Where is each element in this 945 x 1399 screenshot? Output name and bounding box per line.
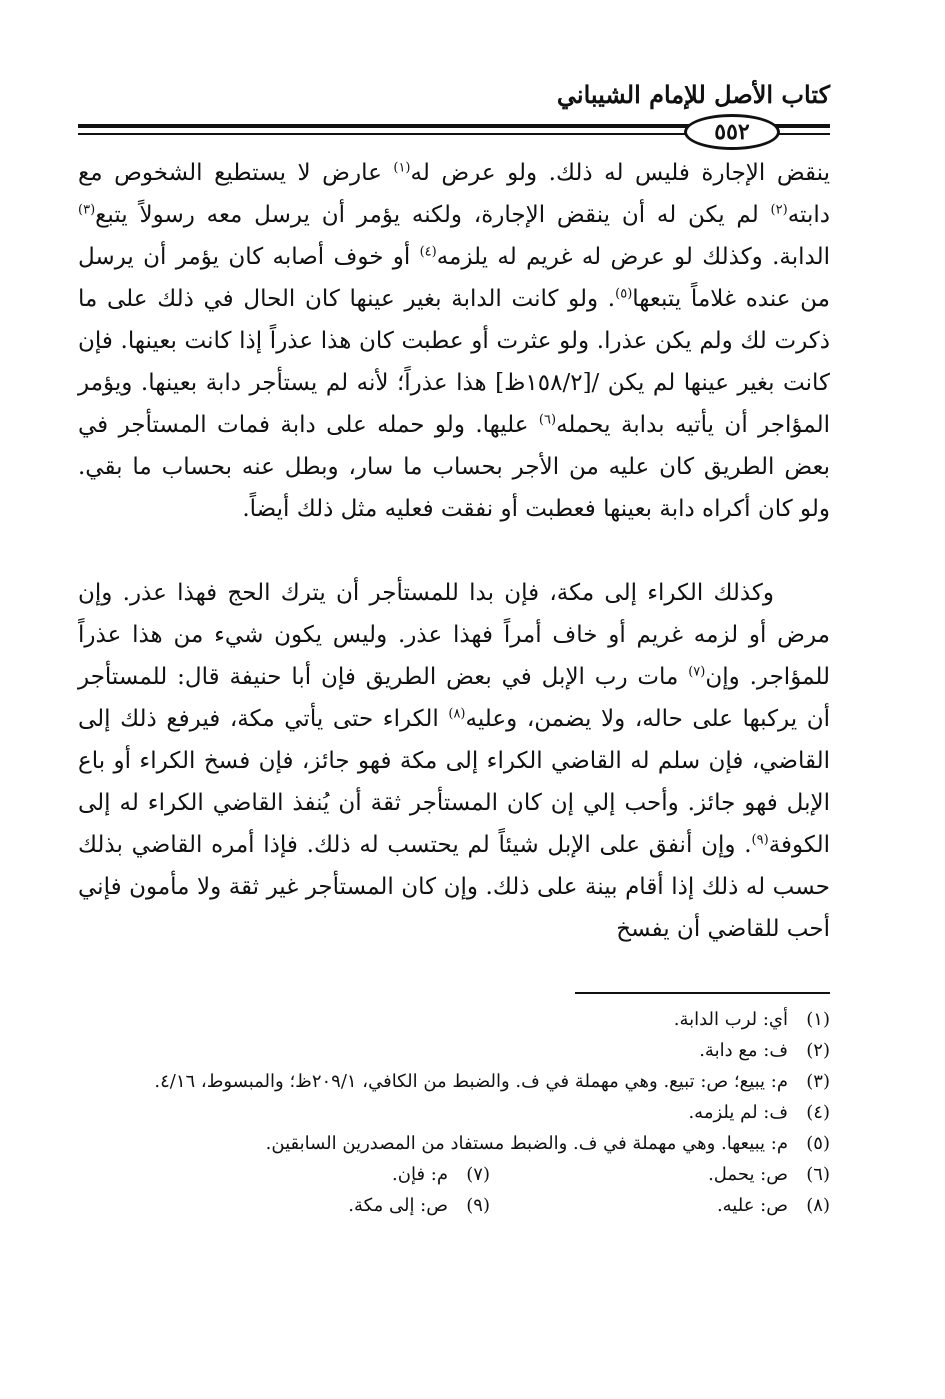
footnote-number: (١) (806, 1009, 830, 1030)
footnotes (78, 1004, 830, 1221)
text-span: الدابة. وكذلك لو عرض له غريم له يلزمه (436, 244, 830, 270)
text-span: ينقض الإجارة فليس له ذلك. ولو عرض له (410, 160, 830, 186)
footnote-number: (٤) (806, 1102, 830, 1123)
footnote-item (490, 1190, 830, 1221)
footnote-ref-3: (٣) (78, 202, 96, 218)
footnote-row (78, 1159, 830, 1190)
footnote-item (78, 1066, 830, 1097)
footnote-item (150, 1159, 490, 1190)
footnote-text: ص: يحمل. (708, 1164, 788, 1185)
footnote-number: (٧) (466, 1164, 490, 1185)
text-span: . وإن أنفق على الإبل شيئاً لم يحتسب له ذلك. فإذا أمره القاضي بذلك حسب له ذلك إذا أقام بينة على ذلك. وإن كان المستأجر غير ثقة ولا مأمون فإني أحب للقاضي أن يفسخ (78, 832, 830, 942)
footnote-item (78, 1035, 830, 1066)
footnote-text: م: يبيع؛ ص: تبيع. وهي مهملة في ف. والضبط من الكافي، ٢٠٩/١ظ؛ والمبسوط، ٤/١٦. (154, 1071, 788, 1092)
footnote-number: (٥) (806, 1133, 830, 1154)
footnote-item (78, 1004, 830, 1035)
book-page (78, 60, 830, 1221)
footnote-ref-2: (٢) (770, 202, 788, 218)
footnote-ref-9: (٩) (751, 832, 769, 848)
page-number: ٥٥٢ (684, 114, 780, 150)
footnote-number: (٨) (806, 1195, 830, 1216)
footnote-separator (575, 992, 830, 994)
footnote-row (78, 1190, 830, 1221)
footnote-text: م: يبيعها. وهي مهملة في ف. والضبط مستفاد من المصدرين السابقين. (265, 1133, 788, 1154)
body-paragraph-2 (78, 572, 830, 950)
footnote-item (78, 1097, 830, 1128)
footnote-ref-4: (٤) (419, 244, 437, 260)
body-paragraph-1 (78, 152, 830, 530)
footnote-text: ص: إلى مكة. (348, 1195, 448, 1216)
footnote-number: (٣) (806, 1071, 830, 1092)
footnote-item (490, 1159, 830, 1190)
text-span: . ولو كانت الدابة بغير عينها كان الحال في ذلك على ما ذكرت لك ولم يكن عذرا. ولو عثرت أو عطبت كان هذا عذراً إذا كانت بعينها. فإن كانت بغير عينها لم يكن /[١٥٨/٢ظ] هذا عذراً؛ لأنه لم يستأجر دابة بعينها. ويؤمر المؤاجر أن يأتيه بدابة يحمله (78, 286, 830, 438)
footnote-item (150, 1190, 490, 1221)
footnote-number: (٦) (806, 1164, 830, 1185)
footnote-text: ف: لم يلزمه. (688, 1102, 788, 1123)
footnote-ref-7: (٧) (688, 664, 706, 680)
footnote-text: ف: مع دابة. (699, 1040, 788, 1061)
text-span: أو خوف أصابه كان يؤمر أن يرسل من عنده غلاماً يتبعها (78, 244, 830, 312)
footnote-ref-8: (٨) (448, 706, 466, 722)
footnote-text: أي: لرب الدابة. (673, 1009, 788, 1030)
footnote-number: (٢) (806, 1040, 830, 1061)
footnote-number: (٩) (466, 1195, 490, 1216)
footnote-text: م: فإن. (392, 1164, 448, 1185)
footnote-ref-5: (٥) (615, 286, 633, 302)
footnote-item (78, 1128, 830, 1159)
text-span: الكراء حتى يأتي مكة، فيرفع ذلك إلى القاضي، فإن سلم له القاضي الكراء إلى مكة فهو جائز، فإن فسخ الكراء أو باع الإبل فهو جائز. وأحب إلي إن كان المستأجر ثقة أن يُنفذ القاضي الكراء له إلى الكوفة (78, 706, 830, 858)
text-span: عارض لا يستطيع الشخوص مع دابته (78, 160, 830, 228)
page-header (78, 60, 830, 145)
footnote-text: ص: عليه. (716, 1195, 788, 1216)
footnote-ref-1: (١) (393, 160, 411, 176)
text-span: عليها. ولو حمله على دابة فمات المستأجر في بعض الطريق كان عليه من الأجر بحساب ما سار، وبطل عنه بحساب ما بقي. ولو كان أكراه دابة بعينها فعطبت أو نفقت فعليه مثل ذلك أيضاً. (78, 412, 830, 522)
text-span: مات رب الإبل في بعض الطريق فإن أبا حنيفة قال: للمستأجر أن يركبها على حاله، ولا يضمن، وعليه (78, 664, 830, 732)
text-span: لم يكن له أن ينقض الإجارة، ولكنه يؤمر أن يرسل معه رسولاً يتبع (95, 202, 771, 228)
text-span: وكذلك الكراء إلى مكة، فإن بدا للمستأجر أن يترك الحج فهذا عذر. وإن مرض أو لزمه غريم أو خاف أمراً فهذا عذر. وليس يكون شيء من هذا عذراً للمؤاجر. وإن (78, 580, 830, 690)
footnote-ref-6: (٦) (538, 412, 557, 428)
book-title: كتاب الأصل للإمام الشيباني (556, 80, 830, 109)
